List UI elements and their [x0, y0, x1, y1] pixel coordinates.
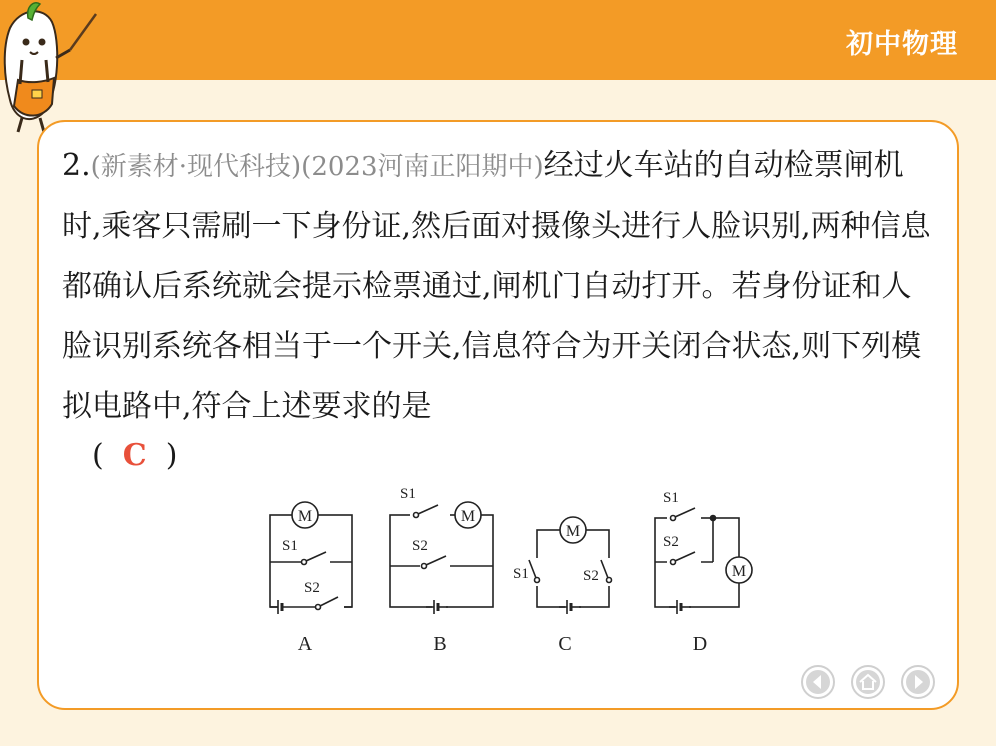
circuit-d-label: D: [692, 633, 708, 655]
circuit-d-motor-label: M: [731, 563, 747, 580]
prev-arrow-icon[interactable]: [800, 664, 836, 700]
circuit-a-label: A: [297, 633, 313, 655]
circuit-a-motor-label: M: [297, 508, 313, 525]
answer-value: C: [122, 438, 147, 473]
subject-title: 初中物理: [846, 29, 958, 60]
circuit-c: [513, 517, 614, 655]
circuit-d-s1-label: S1: [663, 490, 679, 506]
answer-bracket: [92, 438, 177, 473]
question-number: 2.: [62, 148, 91, 183]
circuit-diagrams: [255, 480, 765, 660]
circuit-c-s1-label: S1: [513, 566, 529, 582]
question-source-tags: (新素材·现代科技)(2023河南正阳期中): [90, 152, 544, 182]
next-arrow-icon[interactable]: [900, 664, 936, 700]
header-bar: [0, 0, 996, 80]
circuit-a: [270, 502, 352, 655]
circuit-b-motor-label: M: [460, 508, 476, 525]
answer-close-paren: ): [165, 438, 178, 473]
circuit-c-label: C: [558, 633, 572, 655]
question-text: 经过火车站的自动检票闸机时,乘客只需刷一下身份证,然后面对摄像头进行人脸识别,两种信息都确认后系统就会提示检票通过,闸机门自动打开。若身份证和人脸识别系统各相当于一个开关,信息符合为开关闭合状态,则下列模拟电路中,符合上述要求的是: [62, 148, 931, 424]
circuit-c-s2-label: S2: [583, 568, 599, 584]
home-icon[interactable]: [850, 664, 886, 700]
circuit-b-label: B: [433, 633, 447, 655]
circuit-b-s1-label: S1: [400, 486, 416, 502]
circuit-a-s1-label: S1: [282, 538, 298, 554]
circuit-d: [655, 490, 752, 655]
circuit-b-s2-label: S2: [412, 538, 428, 554]
question-body: [62, 136, 932, 437]
circuit-c-motor-label: M: [565, 523, 581, 540]
answer-open-paren: (: [92, 438, 104, 473]
circuit-b: [390, 486, 493, 655]
circuit-a-s2-label: S2: [304, 580, 320, 596]
mascot-icon: [0, 0, 110, 140]
circuit-d-s2-label: S2: [663, 534, 679, 550]
